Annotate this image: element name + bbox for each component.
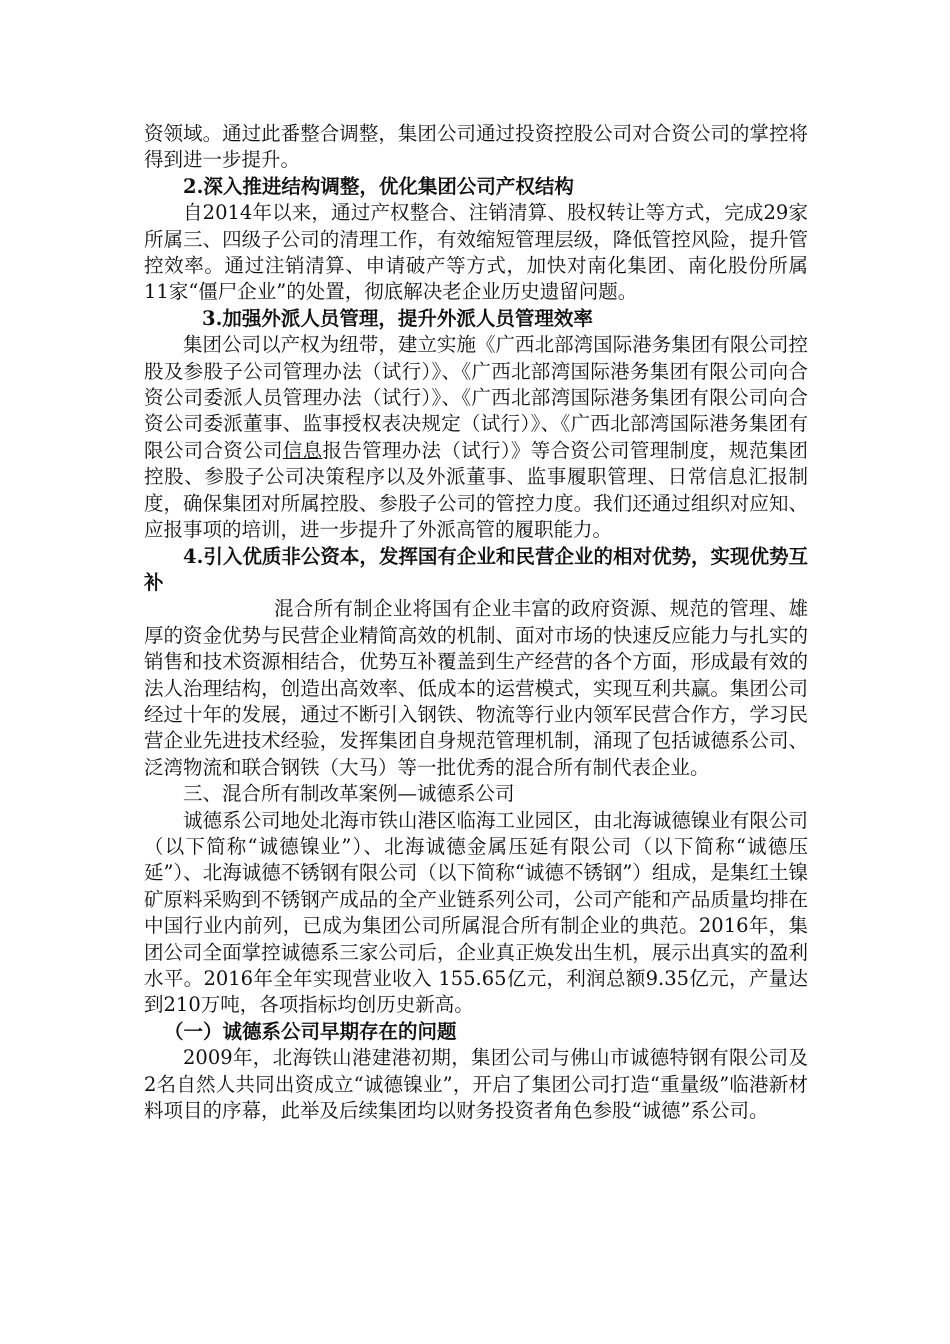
heading-early-problems: （一）诚德系公司早期存在的问题 bbox=[164, 1019, 457, 1043]
heading-private-capital: 4.引入优质非公资本，发挥国有企业和民营企业的相对优势，实现优势互补 bbox=[144, 544, 808, 594]
paragraph-p2: 自2014年以来，通过产权整合、注销清算、股权转让等方式，完成29家所属三、四级子公司的清理工作，有效缩短管理层级，降低管控风险，提升管控效率。通过注销清算、申请破产等方式，加快对南化集团、南化股份所属11家“僵尸企业”的处置，彻底解决老企业历史遗留问题。 bbox=[144, 201, 808, 304]
paragraph-p4: 混合所有制企业将国有企业丰富的政府资源、规范的管理、雄厚的资金优势与民营企业精简高效的机制、面对市场的快速反应能力与扎实的销售和技术资源相结合，优势互补覆盖到生产经营的各个方面，形成最有效的法人治理结构，创造出高效率、低成本的运营模式，实现互利共赢。集团公司经过十年的发展，通过不断引入钢铁、物流等行业内领军民营合作方，学习民营企业先进技术经验，发挥集团自身规范管理机制，涌现了包括诚德系公司、泛湾物流和联合钢铁（大马）等一批优秀的混合所有制代表企业。 bbox=[144, 597, 808, 779]
paragraph-p5: 诚德系公司地处北海市铁山港区临海工业园区，由北海诚德镍业有限公司（以下简称“诚德镍业”）、北海诚德金属压延有限公司（以下简称“诚德压延”）、北海诚德不锈钢有限公司（以下简称“诚德不锈钢”）组成，是集红土镍矿原料采购到不锈钢产成品的全产业链系列公司，公司产能和产品质量均排在中国行业内前列，已成为集团公司所属混合所有制企业的典范。2016年，集团公司全面掌控诚德系三家公司后，企业真正焕发出生机，展示出真实的盈利水平。2016年全年实现营业收入 155.65亿元，利润总额9.35亿元，产量达到210万吨，各项指标均创历史新高。 bbox=[144, 808, 808, 1017]
paragraph-p3-part-a: 集团公司以产权为纽带，建立实施《广西北部湾国际港务集团有限公司控股及参股子公司管理办法（试行）》、《广西北部湾国际港务集团有限公司向合资公司委派人员管理办法（试行）》、《广西北部湾国际港务集团有限公司向合资公司委派董事、监事授权表决规定（试行）》、《广西北部湾国际港务集团有限公司合资公司 bbox=[144, 333, 808, 462]
heading-expatriate-management: 3.加强外派人员管理，提升外派人员管理效率 bbox=[202, 306, 593, 330]
paragraph-p1: 资领域。通过此番整合调整，集团公司通过投资控股公司对合资公司的掌控将得到进一步提升。 bbox=[144, 122, 808, 172]
heading-structure-adjustment: 2.深入推进结构调整，优化集团公司产权结构 bbox=[183, 174, 574, 198]
section-heading-case-study: 三、混合所有制改革案例—诚德系公司 bbox=[183, 782, 515, 806]
paragraph-p3 bbox=[144, 332, 808, 543]
paragraph-p3-part-b: 报告管理办法（试行）》等合资公司管理制度，规范集团控股、参股子公司决策程序以及外派董事、监事履职管理、日常信息汇报制度，确保集团对所属控股、参股子公司的管控力度。我们还通过组织对应知、应报事项的培训，进一步提升了外派高管的履职能力。 bbox=[144, 438, 808, 542]
document-page bbox=[144, 121, 808, 1124]
underlined-word-info: 信息 bbox=[282, 438, 323, 462]
paragraph-p6: 2009年，北海铁山港建港初期，集团公司与佛山市诚德特钢有限公司及2名自然人共同出资成立“诚德镍业”，开启了集团公司打造“重量级”临港新材料项目的序幕，此举及后续集团均以财务投资者角色参股“诚德”系公司。 bbox=[144, 1046, 808, 1123]
